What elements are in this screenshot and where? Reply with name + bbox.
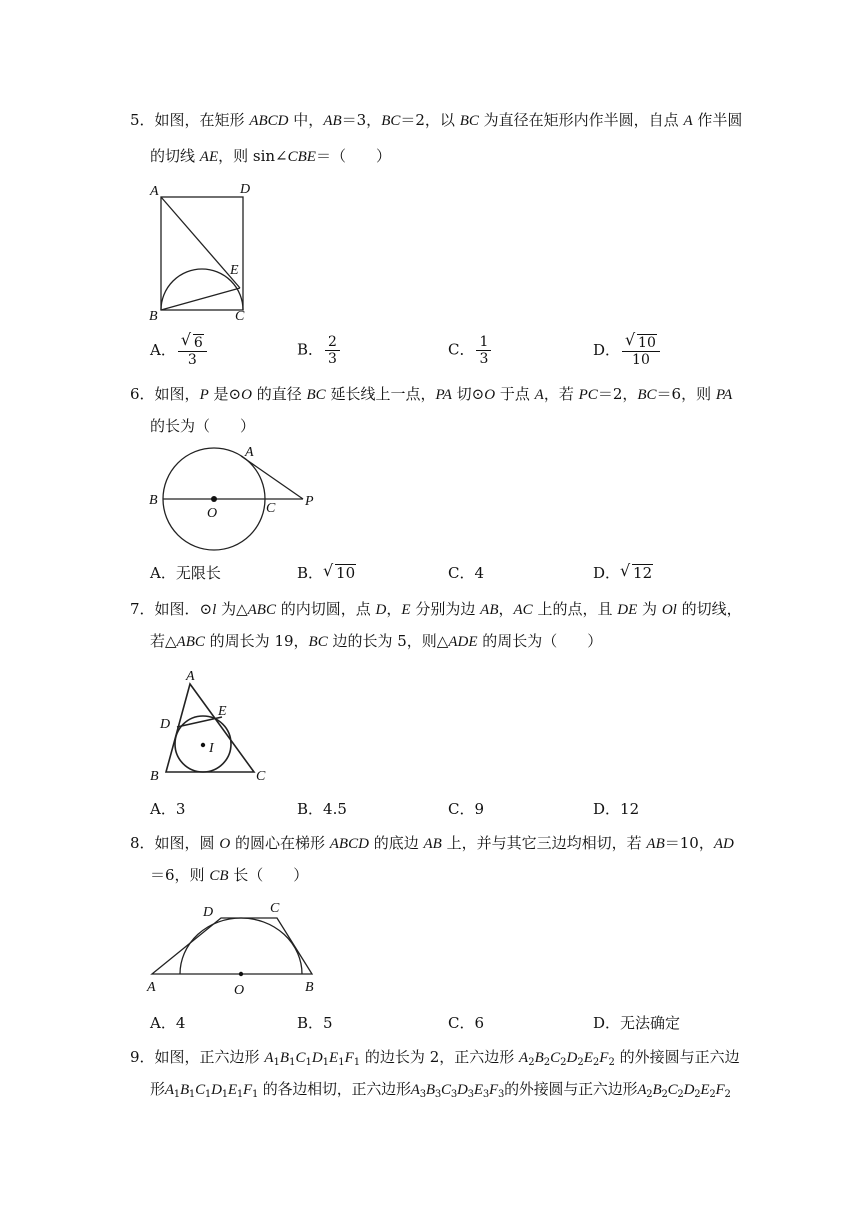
q8-label-b: B <box>305 980 314 995</box>
q8-label-o: O <box>234 983 245 998</box>
q6-line2: 的长为（ ） <box>150 417 256 435</box>
q5-label-a: A <box>150 184 159 199</box>
q8-line1: 8．如图，圆 O 的圆心在梯形 ABCD 的底边 AB 上，并与其它三边均相切，若 AB＝10，AD <box>130 834 734 852</box>
q7-number: 7． <box>130 600 155 618</box>
q5-option-d[interactable]: D． √ $\frac{10}{10}$ <box>593 334 660 368</box>
q8-center-dot <box>239 972 243 976</box>
q8-label-c: C <box>270 901 280 916</box>
q8-option-b[interactable]: B．5 <box>297 1014 333 1032</box>
q6-label-a: A <box>245 445 254 460</box>
q7-option-c[interactable]: C．9 <box>448 800 485 818</box>
q8-option-d[interactable]: D．无法确定 <box>593 1014 681 1032</box>
q5-number: 5． <box>130 111 155 129</box>
q8-trapezoid-abcd <box>152 918 312 974</box>
q8-option-a[interactable]: A．4 <box>150 1014 186 1032</box>
q8-line2: ＝6，则 CB 长（ ） <box>150 866 309 884</box>
q8-semicircle-o <box>180 918 302 974</box>
q8-label-a: A <box>147 980 156 995</box>
q8-label-d: D <box>203 905 214 920</box>
q9-line1: 9．如图，正六边形 $A_1B_1C_1D_1E_1F_1$ 的边长为 2，正六边形 $A_2B_2C_2D_2E_2F_2$ 的外接圆与正六边 <box>130 1048 740 1068</box>
q9-number: 9． <box>130 1048 155 1066</box>
q6-line1: 6．如图，P 是⊙O 的直径 BC 延长线上一点，PA 切⊙O 于点 A，若 PC＝2，BC＝6，则 PA <box>130 385 733 403</box>
q6-option-d[interactable]: D．√ 12 <box>593 563 653 583</box>
q5-line2: 的切线 AE，则 sin∠CBE＝（ ） <box>150 147 391 165</box>
q7-label-i: I <box>209 741 214 756</box>
q7-label-a: A <box>186 669 195 684</box>
q7-label-b: B <box>150 769 159 784</box>
q6-label-b: B <box>149 493 158 508</box>
q7-line1: 7．如图．⊙l 为△ABC 的内切圆，点 D，E 分别为边 AB，AC 上的点，且 DE 为 Ol 的切线， <box>130 600 742 618</box>
q5-label-b: B <box>149 309 158 324</box>
q7-option-a[interactable]: A．3 <box>150 800 186 818</box>
q6-option-a[interactable]: A．无限长 <box>150 564 221 582</box>
q6-label-p: P <box>305 494 314 509</box>
q5-option-b[interactable]: B． $\frac{2}{3}$ <box>297 334 340 367</box>
q7-label-d: D <box>160 717 171 732</box>
q7-option-d[interactable]: D．12 <box>593 800 640 818</box>
q5-option-a[interactable]: A． √ $\frac{6}{3}$ <box>150 334 207 368</box>
q5-label-e: E <box>230 263 239 278</box>
q6-label-c: C <box>266 501 276 516</box>
q6-option-c[interactable]: C．4 <box>448 564 485 582</box>
q6-option-b[interactable]: B．√ 10 <box>297 563 356 583</box>
q9-line2: 形$A_1B_1C_1D_1E_1F_1$ 的各边相切，正六边形$A_3B_3C_3D_3E_3F_3$的外接圆与正六边形$A_2B_2C_2D_2E_2F_2$ <box>150 1080 731 1100</box>
q6-number: 6． <box>130 385 155 403</box>
q7-line2: 若△ABC 的周长为 19，BC 边的长为 5，则△ADE 的周长为（ ） <box>150 632 603 650</box>
q7-option-b[interactable]: B．4.5 <box>297 800 347 818</box>
q5-label-d: D <box>240 182 251 197</box>
q6-label-o: O <box>207 506 218 521</box>
q5-option-c[interactable]: C． $\frac{1}{3}$ <box>448 334 491 367</box>
q7-label-e: E <box>218 704 227 719</box>
q7-label-c: C <box>256 769 266 784</box>
q5-label-c: C <box>235 309 245 324</box>
q8-number: 8． <box>130 834 155 852</box>
q5-line1: 5．如图，在矩形 ABCD 中，AB＝3，BC＝2，以 BC 为直径在矩形内作半圆，自点 A 作半圆 <box>130 111 743 129</box>
q8-option-c[interactable]: C．6 <box>448 1014 485 1032</box>
